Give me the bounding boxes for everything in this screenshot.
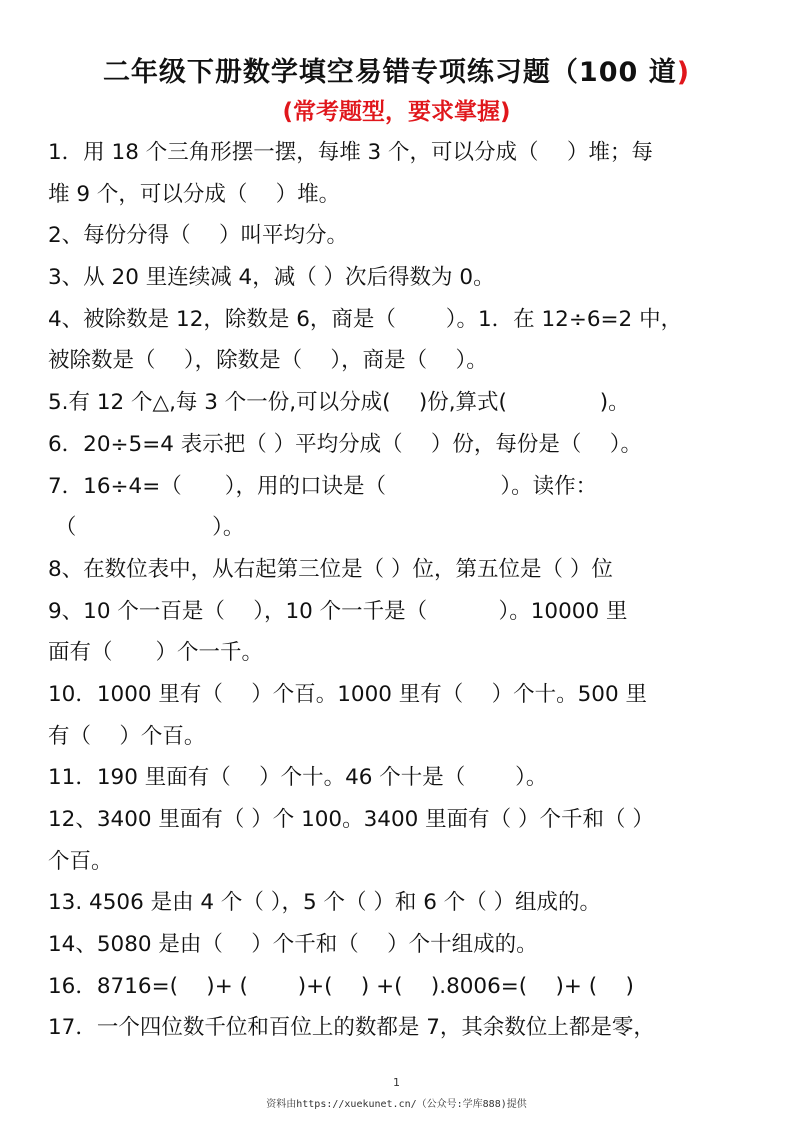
question-line: 8、在数位表中，从右起第三位是（ ）位，第五位是（ ）位 <box>48 556 613 582</box>
question-line: 7．16÷4=（ ），用的口诀是（ ）。读作： <box>48 473 598 499</box>
question-line: 14、5080 是由（ ）个千和（ ）个十组成的。 <box>48 932 538 958</box>
question-line: （ ）。 <box>48 515 245 541</box>
question-line: 13. 4506 是由 4 个（ ），5 个（ ）和 6 个（ ）组成的。 <box>48 890 602 916</box>
question-line: 17．一个四位数千位和百位上的数都是 7，其余数位上都是零， <box>48 1015 655 1041</box>
page-number: 1 <box>393 1076 400 1089</box>
question-line: 2、每份分得（ ）叫平均分。 <box>48 223 349 249</box>
question-line: 堆 9 个，可以分成（ ）堆。 <box>48 181 341 207</box>
footer-credit: 资料由https://xuekunet.cn/（公众号:学库888)提供 <box>266 1099 527 1110</box>
question-line: 有（ ）个百。 <box>48 723 206 749</box>
title-close-paren: ) <box>676 57 691 88</box>
question-line: 被除数是（ ），除数是（ ），商是（ ）。 <box>48 348 488 374</box>
page-subtitle: (常考题型，要求掌握) <box>282 99 511 125</box>
question-line: 个百。 <box>48 848 113 874</box>
title-text: 二年级下册数学填空易错专项练习题（100 道 <box>102 57 677 88</box>
question-line: 3、从 20 里连续减 4，减（ ）次后得数为 0。 <box>48 265 495 291</box>
question-line: 10．1000 里有（ ）个百。1000 里有（ ）个十。500 里 <box>48 681 647 707</box>
question-line: 16．8716=( )+ ( )+( ) +( ).8006=( )+ ( ) <box>48 973 634 999</box>
question-line: 12、3400 里面有（ ）个 100。3400 里面有（ ）个千和（ ） <box>48 807 654 832</box>
question-line: 面有（ ）个一千。 <box>48 640 264 666</box>
question-line: 5.有 12 个△,每 3 个一份,可以分成( )份,算式( )。 <box>48 390 630 416</box>
question-line: 11．190 里面有（ ）个十。46 个十是（ ）。 <box>48 765 548 791</box>
question-line: 1．用 18 个三角形摆一摆，每堆 3 个，可以分成（ ）堆；每 <box>48 140 653 165</box>
question-line: 9、10 个一百是（ ），10 个一千是（ ）。10000 里 <box>48 598 628 624</box>
question-line: 4、被除数是 12，除数是 6，商是（ ）。1．在 12÷6=2 中， <box>48 306 683 332</box>
page-title <box>0 50 793 89</box>
question-line: 6．20÷5=4 表示把（ ）平均分成（ ）份，每份是（ ）。 <box>48 431 643 457</box>
question-list <box>48 132 748 1049</box>
